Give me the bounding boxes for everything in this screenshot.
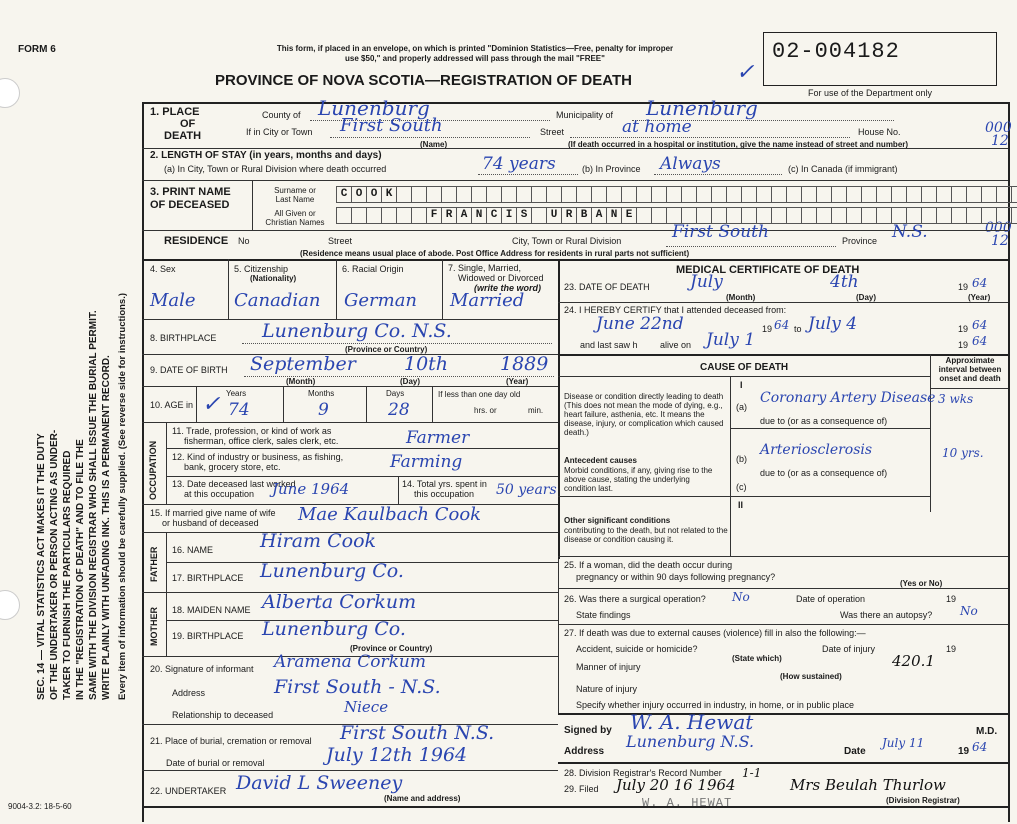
q24-last-prefix: 19 bbox=[958, 340, 969, 350]
age-label: 10. AGE in bbox=[150, 400, 194, 410]
dept-use: For use of the Department only bbox=[808, 88, 933, 98]
street-value: at home bbox=[622, 117, 692, 137]
cause-a-label: (a) bbox=[736, 402, 747, 412]
q12-value: Farming bbox=[390, 452, 463, 472]
surname-letter-box bbox=[456, 186, 472, 203]
hospital-note: (If death occurred in a hospital or institution, give the name instead of street and number) bbox=[568, 140, 909, 149]
q24-from: June 22nd bbox=[596, 314, 684, 334]
racial-value: German bbox=[344, 290, 418, 311]
given-letter-box bbox=[531, 207, 547, 224]
q26-value: No bbox=[732, 590, 750, 604]
length-of-stay-label: 2. LENGTH OF STAY (in years, months and days) bbox=[150, 150, 382, 161]
surname-label bbox=[260, 186, 330, 204]
q25-label-2: pregnancy or within 90 days following pregnancy? bbox=[576, 572, 776, 582]
other-label: Other significant conditions bbox=[564, 516, 671, 525]
surname-letter-box bbox=[396, 186, 412, 203]
manner-label: Manner of injury bbox=[576, 662, 641, 672]
citizenship-label: 5. Citizenship bbox=[234, 264, 289, 274]
q23-year-hint: (Year) bbox=[968, 293, 991, 302]
cause-header: CAUSE OF DEATH bbox=[700, 362, 789, 373]
surname-letter-box bbox=[636, 186, 652, 203]
city-value: First South bbox=[340, 115, 443, 136]
registration-number: 02-004182 bbox=[772, 39, 900, 64]
q23-day-hint: (Day) bbox=[856, 293, 877, 302]
q23-year: 64 bbox=[972, 276, 988, 290]
undertaker-label: 22. UNDERTAKER bbox=[150, 786, 227, 796]
envelope-note-2: use $50," and properly addressed will pass through the mail "FREE" bbox=[345, 54, 605, 63]
surname-letter-box bbox=[411, 186, 427, 203]
q11-value: Farmer bbox=[406, 428, 470, 448]
father-section-label: FATHER bbox=[149, 546, 159, 582]
residence-street-label: Street bbox=[328, 236, 353, 246]
given-letter-box bbox=[351, 207, 367, 224]
given-letter-box bbox=[411, 207, 427, 224]
surname-label-2: Last Name bbox=[275, 195, 315, 204]
given-letter-box bbox=[831, 207, 847, 224]
sig-address-value: Lunenburg N.S. bbox=[626, 732, 755, 751]
disease-label: Disease or condition directly leading to death (This does not mean the mode of dying, e.g., heart failure, asthenia, etc. It means the disease, injury, or complication which caused death.) bbox=[564, 392, 724, 437]
marital-label-3: (write the word) bbox=[474, 283, 541, 293]
q13-label-1: 13. Date deceased last worked bbox=[172, 479, 296, 489]
father-name-label: 16. NAME bbox=[172, 545, 214, 555]
q24-last-year: 64 bbox=[972, 334, 988, 348]
marital-label-2: Widowed or Divorced bbox=[458, 273, 544, 283]
given-letter-box: I bbox=[501, 207, 517, 224]
surname-letter-box bbox=[576, 186, 592, 203]
given-letter-box: A bbox=[456, 207, 472, 224]
stay-c-label: (c) In Canada (if immigrant) bbox=[788, 164, 898, 174]
part-2-label: II bbox=[738, 500, 744, 510]
margin-code-1-bottom: 12 bbox=[991, 133, 1009, 149]
surname-letter-box bbox=[876, 186, 892, 203]
cause-b-label: (b) bbox=[736, 454, 747, 464]
mother-maiden-label: 18. MAIDEN NAME bbox=[172, 605, 251, 615]
side-line-7: Every item of information should be carefully supplied. (See reverse side for instructions.) bbox=[117, 292, 128, 700]
q24-to-label: to bbox=[794, 324, 802, 334]
years-label: Years bbox=[226, 389, 247, 398]
q23-label: 23. DATE OF DEATH bbox=[564, 282, 650, 292]
given-letter-box bbox=[846, 207, 862, 224]
surname-letter-box bbox=[546, 186, 562, 203]
signed-value: W. A. Hewat bbox=[630, 710, 754, 734]
surname-letter-box bbox=[441, 186, 457, 203]
surname-letter-box bbox=[786, 186, 802, 203]
residence-province-value: N.S. bbox=[892, 222, 928, 242]
place-label-3: DEATH bbox=[164, 130, 202, 142]
print-name-label bbox=[150, 186, 231, 212]
other-desc: contributing to the death, but not related to the disease or condition causing it. bbox=[564, 526, 728, 544]
stay-b-value: Always bbox=[660, 154, 721, 174]
surname-letter-box bbox=[996, 186, 1012, 203]
q24-to: July 4 bbox=[808, 314, 858, 334]
state-findings: State findings bbox=[576, 610, 631, 620]
surname-letter-box bbox=[471, 186, 487, 203]
racial-label: 6. Racial Origin bbox=[342, 264, 404, 274]
autopsy-value: No bbox=[960, 604, 978, 618]
given-letter-box bbox=[966, 207, 982, 224]
margin-code-2 bbox=[985, 222, 1012, 248]
informant-sig-label: 20. Signature of informant bbox=[150, 664, 254, 674]
given-letter-box: R bbox=[441, 207, 457, 224]
birthplace-hint: (Province or Country) bbox=[345, 345, 428, 354]
cause-c-label: (c) bbox=[736, 482, 747, 492]
given-letter-box bbox=[1011, 207, 1017, 224]
q26-label: 26. Was there a surgical operation? bbox=[564, 594, 706, 604]
informant-address-value: First South - N.S. bbox=[274, 676, 441, 698]
age-years: 74 bbox=[228, 400, 250, 420]
surname-letter-box bbox=[666, 186, 682, 203]
injury-date-label: Date of injury bbox=[822, 644, 876, 654]
side-line-2: OF THE UNDERTAKER OR PERSON ACTING AS UNDER- bbox=[49, 429, 60, 700]
burial-place-value: First South N.S. bbox=[340, 722, 495, 744]
surname-letter-box: K bbox=[381, 186, 397, 203]
given-letter-box bbox=[381, 207, 397, 224]
burial-date-value: July 12th 1964 bbox=[326, 744, 468, 766]
informant-sig-value: Aramena Corkum bbox=[274, 652, 426, 672]
q11-label-2: fisherman, office clerk, sales clerk, etc. bbox=[184, 436, 339, 446]
surname-letter-box bbox=[891, 186, 907, 203]
q23-month: July bbox=[690, 272, 723, 292]
margin-code-2-top: 000 bbox=[985, 220, 1012, 236]
hrs-label: hrs. or bbox=[474, 406, 497, 415]
surname-letter-box bbox=[906, 186, 922, 203]
surname-letter-box bbox=[501, 186, 517, 203]
accident-label: Accident, suicide or homicide? bbox=[576, 644, 698, 654]
side-line-4: IN THE "REGISTRATION OF DEATH" AND TO FILE THE bbox=[75, 439, 86, 700]
given-letter-box bbox=[396, 207, 412, 224]
relationship-value: Niece bbox=[344, 698, 389, 716]
surname-letter-box bbox=[621, 186, 637, 203]
surname-letter-box bbox=[801, 186, 817, 203]
q14-label-2: this occupation bbox=[414, 489, 475, 499]
print-name-label-1: 3. PRINT NAME bbox=[150, 186, 231, 198]
how-sustained: (How sustained) bbox=[780, 672, 842, 681]
residence-city-value: First South bbox=[672, 222, 769, 242]
q24-from-prefix: 19 bbox=[762, 324, 773, 334]
surname-letter-box bbox=[696, 186, 712, 203]
mother-birthplace-hint: (Province or Country) bbox=[350, 644, 433, 653]
cause-a-due: due to (or as a consequence of) bbox=[760, 416, 888, 426]
interval-header: Approximate interval between onset and death bbox=[938, 356, 1002, 383]
q29-value: July 20 16 1964 bbox=[616, 776, 736, 794]
q28-value: 1-1 bbox=[742, 766, 762, 780]
q12-label-2: bank, grocery store, etc. bbox=[184, 462, 281, 472]
dob-day-hint: (Day) bbox=[400, 377, 421, 386]
surname-letter-box bbox=[1011, 186, 1017, 203]
surname-letter-box: O bbox=[351, 186, 367, 203]
given-label bbox=[260, 209, 330, 227]
q24-last-label: and last saw h bbox=[580, 340, 638, 350]
given-letter-box: E bbox=[621, 207, 637, 224]
burial-date-label: Date of burial or removal bbox=[166, 758, 265, 768]
marital-label-1: 7. Single, Married, bbox=[448, 263, 522, 273]
q13-label-2: at this occupation bbox=[184, 489, 255, 499]
autopsy-label: Was there an autopsy? bbox=[840, 610, 933, 620]
q11-label-1: 11. Trade, profession, or kind of work as bbox=[172, 426, 332, 436]
form-label: FORM 6 bbox=[18, 44, 56, 55]
q29-label: 29. Filed bbox=[564, 784, 599, 794]
sex-value: Male bbox=[150, 290, 196, 311]
side-line-6: WRITE PLAINLY WITH UNFADING INK. THIS IS A PERMANENT RECORD. bbox=[101, 355, 112, 700]
registration-box bbox=[763, 32, 997, 86]
surname-letter-box bbox=[681, 186, 697, 203]
stay-a-value: 74 years bbox=[482, 154, 556, 174]
occupation-section-label: OCCUPATION bbox=[148, 440, 158, 500]
side-line-3: TAKER TO FURNISH THE PARTICULARS REQUIRED bbox=[62, 450, 73, 700]
injury-year: 19 bbox=[946, 644, 957, 654]
citizenship-hint: (Nationality) bbox=[250, 274, 297, 283]
surname-letter-box bbox=[816, 186, 832, 203]
sig-date-label: Date bbox=[844, 746, 866, 757]
mother-birthplace-value: Lunenburg Co. bbox=[262, 618, 406, 640]
given-letter-box bbox=[981, 207, 997, 224]
surname-letter-box bbox=[726, 186, 742, 203]
given-letter-box bbox=[996, 207, 1012, 224]
sig-address-label: Address bbox=[564, 746, 605, 757]
cause-b-value: Arteriosclerosis bbox=[760, 442, 873, 458]
margin-code-2-bottom: 12 bbox=[991, 233, 1009, 249]
given-letter-box bbox=[771, 207, 787, 224]
birthplace-value: Lunenburg Co. N.S. bbox=[262, 320, 452, 342]
md-label: M.D. bbox=[976, 726, 998, 737]
residence-no-label: No bbox=[238, 236, 250, 246]
q14-label-1: 14. Total yrs. spent in bbox=[402, 479, 487, 489]
surname-letter-box bbox=[966, 186, 982, 203]
industry-label: Specify whether injury occurred in industry, in home, or in public place bbox=[576, 700, 854, 710]
dob-year: 1889 bbox=[500, 353, 549, 375]
q24-label: 24. I HEREBY CERTIFY that I attended deceased from: bbox=[564, 305, 787, 315]
dob-year-hint: (Year) bbox=[506, 377, 529, 386]
residence-label: RESIDENCE bbox=[164, 235, 229, 247]
rule-top bbox=[142, 102, 1010, 104]
marital-value: Married bbox=[450, 290, 525, 311]
registrar-hint: (Division Registrar) bbox=[886, 796, 960, 805]
given-letter-box bbox=[336, 207, 352, 224]
surname-letter-box bbox=[531, 186, 547, 203]
stamp-text: W. A. HEWAT bbox=[642, 796, 733, 810]
father-birthplace-label: 17. BIRTHPLACE bbox=[172, 573, 244, 583]
surname-letter-box bbox=[981, 186, 997, 203]
given-label-1: All Given or bbox=[274, 209, 316, 218]
given-letter-box bbox=[816, 207, 832, 224]
surname-letter-box bbox=[936, 186, 952, 203]
given-letter-box bbox=[651, 207, 667, 224]
place-label-2: OF bbox=[180, 118, 196, 130]
residence-province-label: Province bbox=[842, 236, 878, 246]
place-of-death-label bbox=[150, 106, 201, 142]
given-letter-box bbox=[936, 207, 952, 224]
surname-letter-box bbox=[516, 186, 532, 203]
q24-alive-label: alive on bbox=[660, 340, 692, 350]
envelope-note-1: This form, if placed in an envelope, on which is printed "Dominion Statistics—Free, penalty for improper bbox=[276, 44, 674, 53]
punch-hole-bottom bbox=[0, 590, 20, 620]
surname-letter-box: C bbox=[336, 186, 352, 203]
residence-city-label: City, Town or Rural Division bbox=[512, 236, 622, 246]
given-letter-box bbox=[636, 207, 652, 224]
surname-boxes bbox=[336, 186, 1017, 203]
q24-to-year: 64 bbox=[972, 318, 988, 332]
given-label-2: Christian Names bbox=[265, 218, 325, 227]
surname-letter-box bbox=[606, 186, 622, 203]
part-1-label: I bbox=[740, 380, 743, 390]
age-months: 9 bbox=[318, 400, 329, 420]
min-label: min. bbox=[528, 406, 544, 415]
given-letter-box: S bbox=[516, 207, 532, 224]
sig-year: 64 bbox=[972, 740, 988, 754]
punch-hole-top bbox=[0, 78, 20, 108]
surname-letter-box bbox=[921, 186, 937, 203]
municipality-label: Municipality of bbox=[556, 110, 614, 120]
q28-label: 28. Division Registrar's Record Number bbox=[564, 768, 722, 778]
spouse-label-2: or husband of deceased bbox=[162, 518, 259, 528]
age-days: 28 bbox=[388, 400, 410, 420]
given-letter-box: B bbox=[576, 207, 592, 224]
given-letter-box bbox=[801, 207, 817, 224]
form-code: 9004-3.2: 18-5-60 bbox=[8, 802, 72, 811]
relationship-label: Relationship to deceased bbox=[172, 710, 274, 720]
given-letter-box: A bbox=[591, 207, 607, 224]
signed-label: Signed by bbox=[564, 725, 612, 736]
burial-place-label: 21. Place of burial, cremation or removal bbox=[150, 736, 312, 746]
q13-value: June 1964 bbox=[272, 480, 350, 498]
father-name-value: Hiram Cook bbox=[260, 530, 377, 552]
dob-month: September bbox=[250, 353, 356, 375]
cause-b-due: due to (or as a consequence of) bbox=[760, 468, 888, 478]
county-label: County of bbox=[262, 110, 301, 120]
given-letter-box: N bbox=[606, 207, 622, 224]
nature-label: Nature of injury bbox=[576, 684, 638, 694]
antecedent-label: Antecedent causes bbox=[564, 456, 637, 465]
dob-day: 10th bbox=[404, 353, 449, 375]
print-name-label-2: OF DECEASED bbox=[150, 199, 230, 211]
margin-code-1-top: 000 bbox=[985, 120, 1012, 136]
birthplace-label: 8. BIRTHPLACE bbox=[150, 333, 217, 343]
mother-section-label: MOTHER bbox=[149, 607, 159, 646]
q12-label-1: 12. Kind of industry or business, as fishing, bbox=[172, 452, 344, 462]
citizenship-value: Canadian bbox=[234, 290, 321, 311]
stay-b-label: (b) In Province bbox=[582, 164, 641, 174]
margin-code-1 bbox=[985, 122, 1012, 148]
surname-label-1: Surname or bbox=[274, 186, 316, 195]
medical-header: MEDICAL CERTIFICATE OF DEATH bbox=[676, 264, 860, 276]
q24-last-value: July 1 bbox=[706, 330, 756, 350]
house-label: House No. bbox=[858, 127, 901, 137]
given-letter-box: C bbox=[486, 207, 502, 224]
given-letter-box: U bbox=[546, 207, 562, 224]
side-line-5: SAME WITH THE DIVISION REGISTRAR WHO SHALL ISSUE THE BURIAL PERMIT. bbox=[88, 310, 99, 700]
surname-letter-box bbox=[846, 186, 862, 203]
street-label: Street bbox=[540, 127, 565, 137]
months-label: Months bbox=[308, 389, 335, 398]
surname-letter-box bbox=[711, 186, 727, 203]
side-line-1: SEC. 14 — VITAL STATISTICS ACT MAKES IT THE DUTY bbox=[36, 433, 47, 700]
surname-letter-box bbox=[771, 186, 787, 203]
q23-month-hint: (Month) bbox=[726, 293, 756, 302]
surname-letter-box bbox=[561, 186, 577, 203]
q23-day: 4th bbox=[830, 272, 859, 292]
form-title: PROVINCE OF NOVA SCOTIA—REGISTRATION OF DEATH bbox=[215, 72, 632, 89]
check-mark: ✓ bbox=[736, 60, 755, 85]
city-label: If in City or Town bbox=[246, 127, 313, 137]
state-which: (State which) bbox=[732, 654, 782, 663]
sig-date-value: July 11 bbox=[882, 736, 925, 750]
check-mark-age: ✓ bbox=[202, 392, 221, 417]
q14-value: 50 years bbox=[496, 482, 557, 498]
antecedent-desc: Morbid conditions, if any, giving rise to the above cause, stating the underlying condition last. bbox=[564, 466, 713, 493]
surname-letter-box bbox=[861, 186, 877, 203]
surname-letter-box bbox=[486, 186, 502, 203]
surname-letter-box bbox=[951, 186, 967, 203]
registrar-value: Mrs Beulah Thurlow bbox=[790, 776, 946, 794]
marital-label bbox=[448, 263, 544, 293]
dob-label: 9. DATE OF BIRTH bbox=[150, 365, 228, 375]
sex-label: 4. Sex bbox=[150, 264, 176, 274]
name-hint: (Name) bbox=[420, 140, 448, 149]
surname-letter-box bbox=[591, 186, 607, 203]
undertaker-hint: (Name and address) bbox=[384, 794, 461, 803]
county-value: Lunenburg bbox=[318, 96, 430, 120]
q23-year-prefix: 19 bbox=[958, 282, 969, 292]
given-letter-box bbox=[366, 207, 382, 224]
cause-a-value: Coronary Artery Disease bbox=[760, 390, 936, 406]
father-birthplace-value: Lunenburg Co. bbox=[260, 560, 404, 582]
q26-year: 19 bbox=[946, 594, 957, 604]
q26-date-label: Date of operation bbox=[796, 594, 866, 604]
residence-note: (Residence means usual place of abode. Post Office Address for residents in rural parts not sufficient) bbox=[300, 249, 690, 258]
q24-from-year: 64 bbox=[774, 318, 790, 332]
informant-address-label: Address bbox=[172, 688, 206, 698]
surname-letter-box bbox=[756, 186, 772, 203]
days-label: Days bbox=[386, 389, 405, 398]
municipality-value: Lunenburg bbox=[646, 96, 758, 120]
given-letter-box bbox=[861, 207, 877, 224]
q24-to-prefix: 19 bbox=[958, 324, 969, 334]
sig-year-prefix: 19 bbox=[958, 746, 970, 757]
lt-day-label: If less than one day old bbox=[438, 390, 521, 399]
surname-letter-box bbox=[426, 186, 442, 203]
cause-b-interval: 10 yrs. bbox=[942, 446, 984, 460]
mother-birthplace-label: 19. BIRTHPLACE bbox=[172, 631, 244, 641]
given-letter-box: F bbox=[426, 207, 442, 224]
mother-maiden-value: Alberta Corkum bbox=[262, 591, 417, 613]
surname-letter-box bbox=[651, 186, 667, 203]
q25-label-1: 25. If a woman, did the death occur during bbox=[564, 560, 733, 570]
rule-left bbox=[142, 102, 144, 822]
stay-a-label: (a) In City, Town or Rural Division where death occurred bbox=[164, 164, 387, 174]
q25-yes-no: (Yes or No) bbox=[900, 579, 943, 588]
surname-letter-box: O bbox=[366, 186, 382, 203]
spouse-value: Mae Kaulbach Cook bbox=[298, 504, 482, 525]
undertaker-value: David L Sweeney bbox=[236, 772, 403, 794]
surname-letter-box bbox=[831, 186, 847, 203]
place-label-1: 1. PLACE bbox=[150, 106, 200, 118]
q27-label: 27. If death was due to external causes (violence) fill in also the following:— bbox=[564, 628, 866, 638]
surname-letter-box bbox=[741, 186, 757, 203]
given-letter-box bbox=[876, 207, 892, 224]
given-letter-box: R bbox=[561, 207, 577, 224]
given-letter-box bbox=[786, 207, 802, 224]
given-letter-box: N bbox=[471, 207, 487, 224]
code-value: 420.1 bbox=[892, 652, 935, 670]
spouse-label-1: 15. If married give name of wife bbox=[150, 508, 276, 518]
cause-a-interval: 3 wks bbox=[938, 392, 974, 406]
given-letter-box bbox=[951, 207, 967, 224]
dob-month-hint: (Month) bbox=[286, 377, 316, 386]
